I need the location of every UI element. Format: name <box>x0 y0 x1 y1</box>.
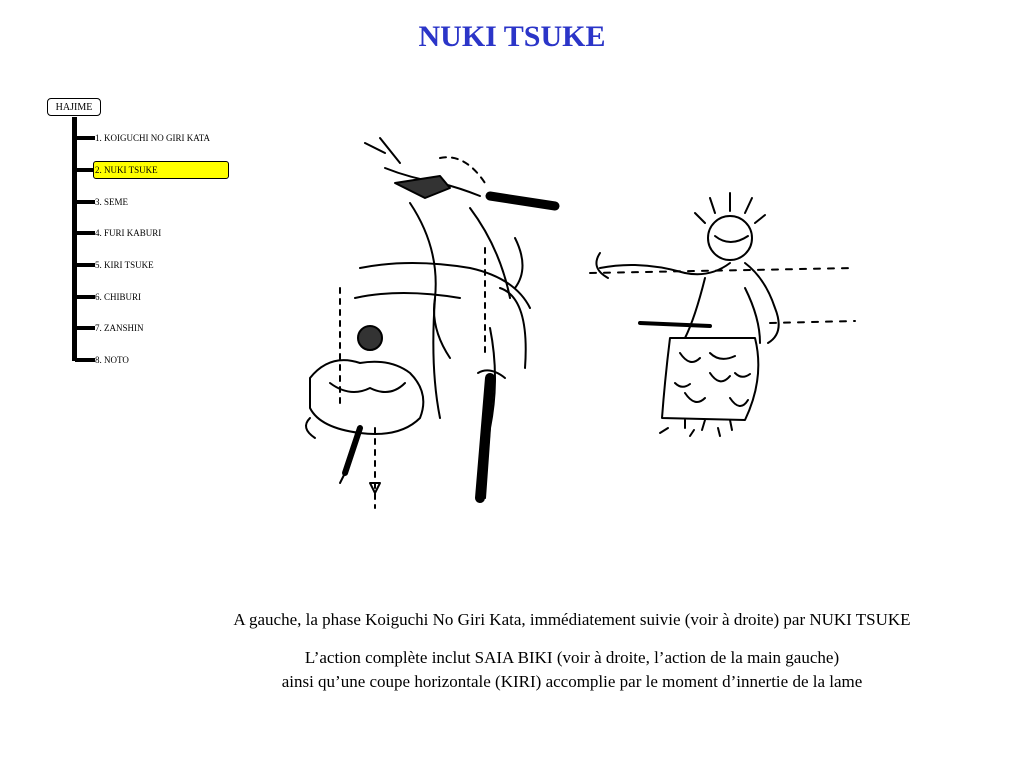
page-title: NUKI TSUKE <box>418 20 606 53</box>
menu-step-label: 4. FURI KABURI <box>95 228 162 238</box>
menu-connector <box>75 200 95 204</box>
menu-step-label: 2. NUKI TSUKE <box>93 161 229 179</box>
menu-step-noto[interactable] <box>75 351 229 369</box>
menu-connector <box>75 263 95 267</box>
menu-step-nuki-tsuke[interactable] <box>75 161 229 179</box>
caption-spacer <box>60 632 1024 646</box>
menu-connector <box>75 231 95 235</box>
menu-step-chiburi[interactable] <box>75 288 229 306</box>
menu-step-kiri-tsuke[interactable] <box>75 256 229 274</box>
menu-step-label: 5. KIRI TSUKE <box>95 260 154 270</box>
caption-block <box>60 608 1024 694</box>
kata-illustration <box>290 128 880 528</box>
caption-line-1: A gauche, la phase Koiguchi No Giri Kata, immédiatement suivie (voir à droite) par NUKI TSUKE <box>233 610 911 629</box>
right-swordsman-figure <box>590 193 855 436</box>
menu-step-label: 3. SEME <box>95 197 129 207</box>
menu-connector <box>75 295 95 299</box>
menu-connector <box>75 358 95 362</box>
menu-step-furi-kaburi[interactable] <box>75 224 229 242</box>
caption-line-3: ainsi qu’une coupe horizontale (KIRI) accomplie par le moment d’innertie de la lame <box>281 672 863 691</box>
left-swordsman-figure <box>306 138 555 508</box>
menu-connector <box>75 168 95 172</box>
caption-line-2: L’action complète inclut SAIA BIKI (voir à droite, l’action de la main gauche) <box>304 648 840 667</box>
menu-step-koiguchi[interactable] <box>75 129 229 147</box>
menu-step-zanshin[interactable] <box>75 319 229 337</box>
menu-step-label: 7. ZANSHIN <box>95 323 144 333</box>
menu-step-label: 8. NOTO <box>95 355 129 365</box>
menu-connector <box>75 326 95 330</box>
menu-root-hajime[interactable]: HAJIME <box>47 98 101 116</box>
menu-connector <box>75 136 95 140</box>
menu-step-label: 6. CHIBURI <box>95 292 142 302</box>
menu-step-seme[interactable] <box>75 193 229 211</box>
menu-step-label: 1. KOIGUCHI NO GIRI KATA <box>95 133 211 143</box>
